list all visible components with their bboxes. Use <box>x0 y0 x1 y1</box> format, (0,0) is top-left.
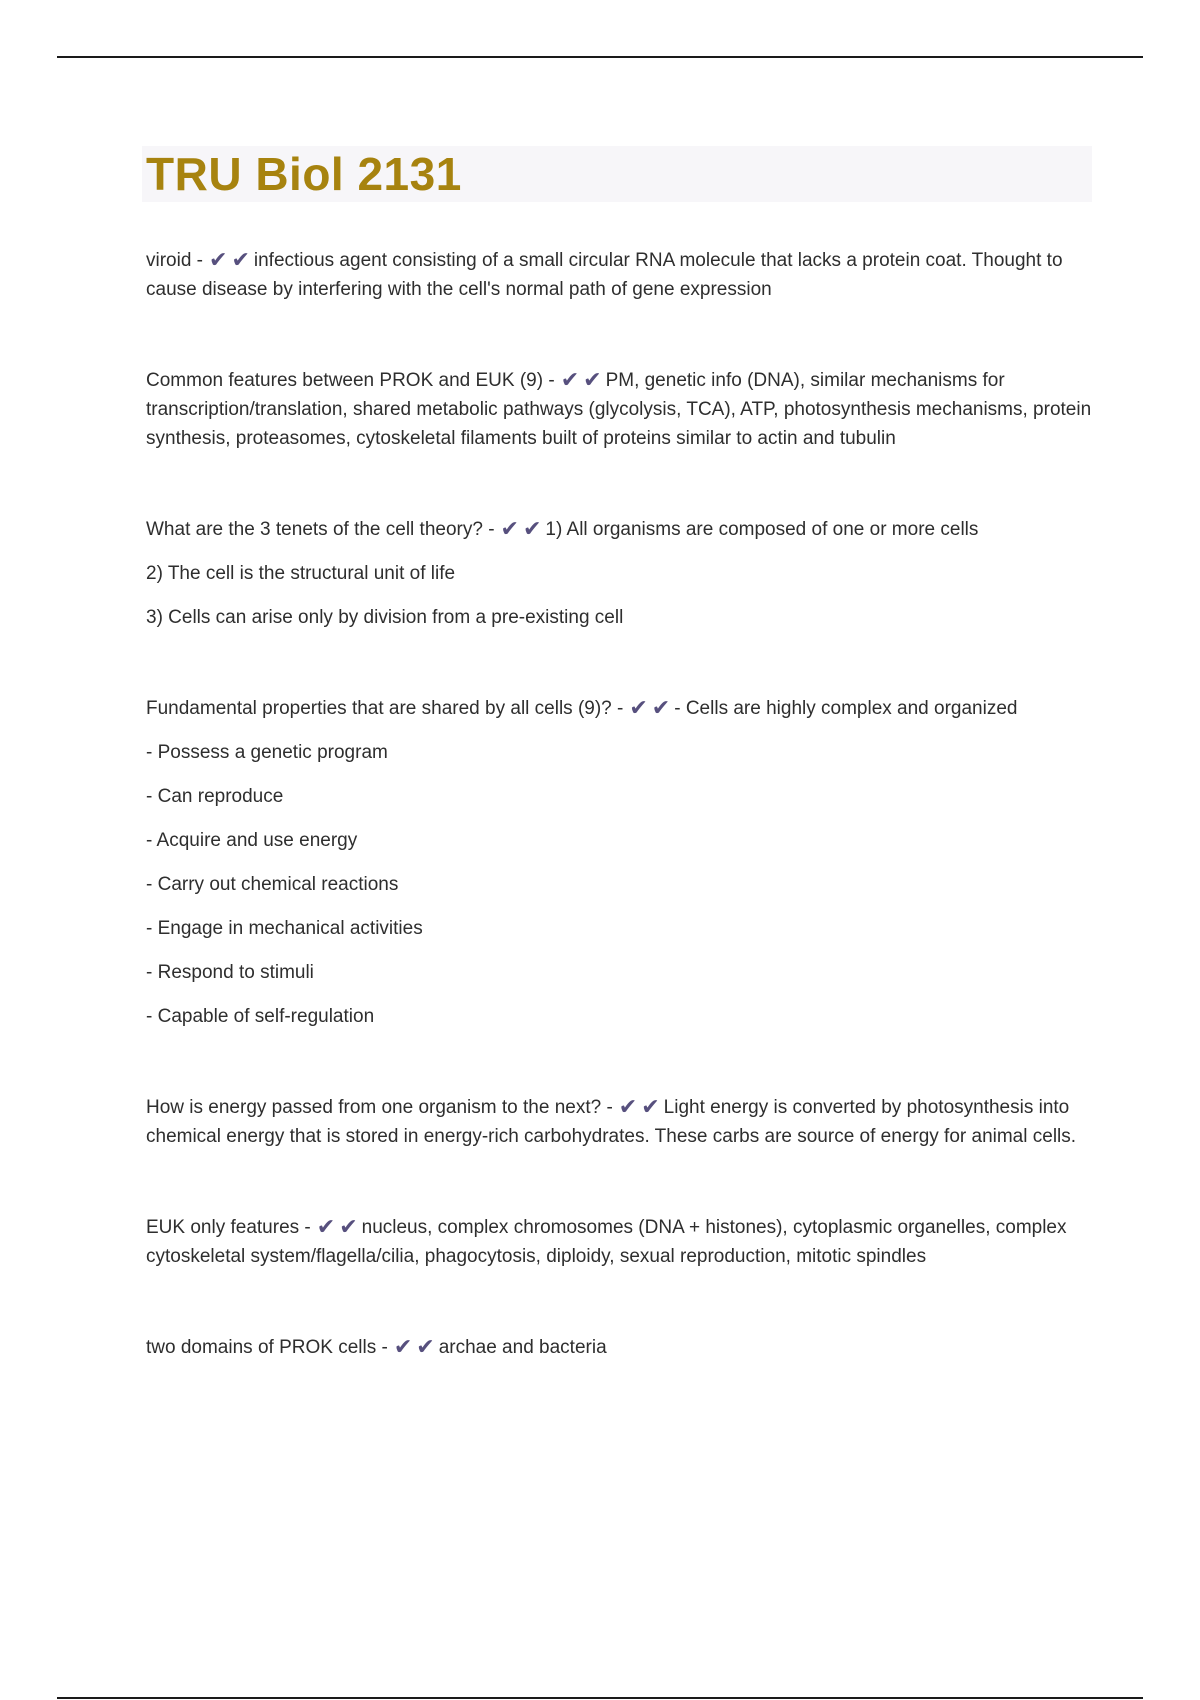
flashcard-line <box>146 246 1096 304</box>
list-item: - Acquire and use energy <box>146 830 358 851</box>
list-item: - Possess a genetic program <box>146 742 388 763</box>
check-icon: ✔ <box>651 696 671 721</box>
definition: infectious agent consisting of a small circular RNA molecule that lacks a protein coat. Thought to cause disease by interfering with the cell's normal path of gene expression <box>146 250 1063 300</box>
check-icon: ✔ <box>231 248 250 273</box>
term: EUK only features - <box>146 1217 311 1238</box>
check-icon: ✔ <box>393 1335 413 1360</box>
flashcard-line <box>146 694 1096 723</box>
bottom-rule <box>57 1697 1143 1699</box>
term: How is energy passed from one organism to the next? - <box>146 1097 613 1118</box>
top-rule <box>57 56 1143 58</box>
check-icon: ✔ <box>500 517 519 542</box>
flashcard-line <box>146 1333 1096 1362</box>
check-icon: ✔ <box>416 1335 435 1360</box>
flashcard <box>146 1093 1096 1151</box>
check-icon: ✔ <box>209 248 228 273</box>
document-title: TRU Biol 2131 <box>146 148 462 200</box>
definition: PM, genetic info (DNA), similar mechanisms for transcription/translation, shared metabolic pathways (glycolysis, TCA), ATP, photosynthesis mechanisms, protein synthesis, proteasomes, cytoskeletal filaments built of proteins similar to actin and tubulin <box>146 370 1092 449</box>
check-icon: ✔ <box>641 1095 660 1120</box>
check-icon: ✔ <box>618 1095 638 1120</box>
flashcard-line <box>146 1093 1096 1151</box>
check-icon: ✔ <box>583 368 602 393</box>
check-icon: ✔ <box>522 517 542 542</box>
term: viroid - <box>146 250 204 271</box>
flashcard <box>146 694 1096 1031</box>
check-icon: ✔ <box>629 696 648 721</box>
definition: 1) All organisms are composed of one or more cells <box>545 519 979 540</box>
list-item: - Can reproduce <box>146 786 284 807</box>
flashcard-line <box>146 366 1096 453</box>
definition: Light energy is converted by photosynthesis into chemical energy that is stored in energy-rich carbohydrates. These carbs are source of energy for animal cells. <box>146 1097 1077 1147</box>
flashcard-list <box>146 246 1096 1362</box>
list-item: - Engage in mechanical activities <box>146 918 423 939</box>
list-item: - Capable of self-regulation <box>146 1006 375 1027</box>
check-icon: ✔ <box>316 1215 336 1240</box>
list-item: 3) Cells can arise only by division from a pre-existing cell <box>146 607 624 628</box>
term: Fundamental properties that are shared by all cells (9)? - <box>146 698 624 719</box>
definition: nucleus, complex chromosomes (DNA + histones), cytoplasmic organelles, complex cytoskeletal system/flagella/cilia, phagocytosis, diploidy, sexual reproduction, mitotic spindles <box>146 1217 1067 1267</box>
check-marks <box>392 1337 437 1358</box>
definition: - Cells are highly complex and organized <box>674 698 1018 719</box>
check-icon: ✔ <box>560 368 580 393</box>
term: two domains of PROK cells - <box>146 1337 388 1358</box>
list-item: 2) The cell is the structural unit of life <box>146 563 456 584</box>
term: What are the 3 tenets of the cell theory? - <box>146 519 495 540</box>
check-marks <box>617 1097 662 1118</box>
flashcard <box>146 515 1096 632</box>
flashcard <box>146 366 1096 453</box>
check-marks <box>559 370 604 391</box>
check-marks <box>315 1217 360 1238</box>
list-item: - Respond to stimuli <box>146 962 314 983</box>
flashcard-line <box>146 515 1096 544</box>
check-marks <box>207 250 252 271</box>
term: Common features between PROK and EUK (9) - <box>146 370 555 391</box>
flashcard-line <box>146 1213 1096 1271</box>
flashcard <box>146 1333 1096 1362</box>
definition: archae and bacteria <box>438 1337 607 1358</box>
flashcard <box>146 246 1096 304</box>
list-item: - Carry out chemical reactions <box>146 874 399 895</box>
check-marks <box>627 698 672 719</box>
check-icon: ✔ <box>339 1215 358 1240</box>
check-marks <box>499 519 544 540</box>
flashcard <box>146 1213 1096 1271</box>
